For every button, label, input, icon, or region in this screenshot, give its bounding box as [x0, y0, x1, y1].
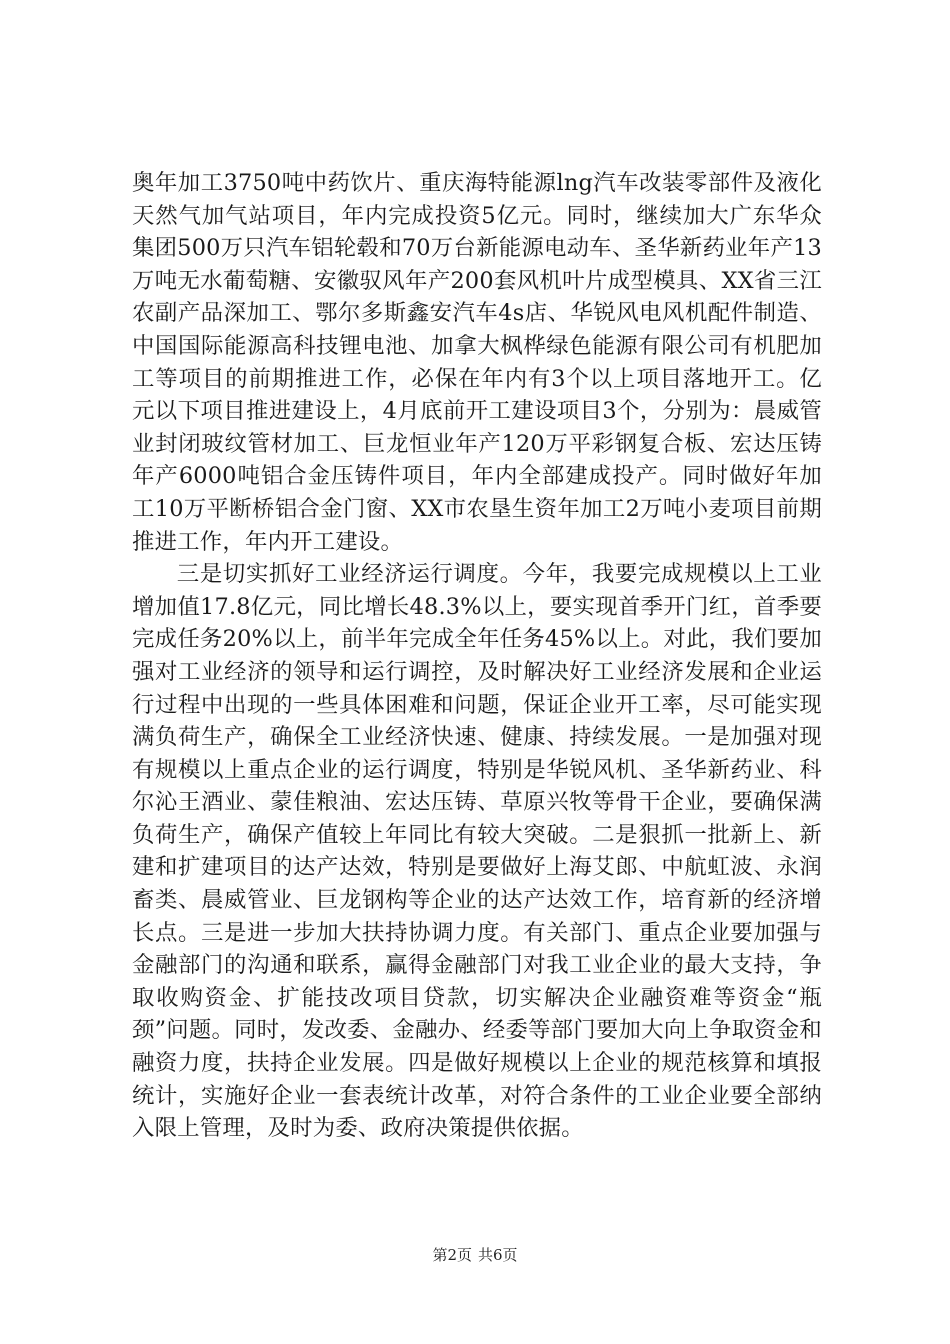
paragraph-industrial-operation: 三是切实抓好工业经济运行调度。今年，我要完成规模以上工业增加值17.8亿元，同比增长48.3%以上，要实现首季开门红，首季要完成任务20%以上，前半年完成全年任务45%以上。对此，我们要加强对工业经济的领导和运行调控，及时解决好工业经济发展和企业运行过程中出现的一些具体困难和问题，保证企业开工率，尽可能实现满负荷生产，确保全工业经济快速、健康、持续发展。一是加强对现有规模以上重点企业的运行调度，特别是华锐风机、圣华新药业、科尔沁王酒业、蒙佳粮油、宏达压铸、草原兴牧等骨干企业，要确保满负荷生产，确保产值较上年同比有较大突破。二是狠抓一批新上、新建和扩建项目的达产达效，特别是要做好上海艾郎、中航虹波、永润畜类、晨威管业、巨龙钢构等企业的达产达效工作，培育新的经济增长点。三是进一步加大扶持协调力度。有关部门、重点企业要加强与金融部门的沟通和联系，赢得金融部门对我工业企业的最大支持，争取收购资金、扩能技改项目贷款，切实解决企业融资难等资金“瓶颈”问题。同时，发改委、金融办、经委等部门要加大向上争取资金和融资力度，扶持企业发展。四是做好规模以上企业的规范核算和填报统计，实施好企业一套表统计改革，对符合条件的工业企业要全部纳入限上管理，及时为委、政府决策提供依据。 [132, 561, 822, 1142]
document-body [132, 167, 822, 1145]
page-total: 共6页 [478, 1246, 518, 1264]
paragraph-continued: 奥年加工3750吨中药饮片、重庆海特能源lng汽车改装零部件及液化天然气加气站项目，年内完成投资5亿元。同时，继续加大广东华众集团500万只汽车铝轮毂和70万台新能源电动车、圣华新药业年产13万吨无水葡萄糖、安徽驭风年产200套风机叶片成型模具、XX省三江农副产品深加工、鄂尔多斯鑫安汽车4s店、华锐风电风机配件制造、中国国际能源高科技锂电池、加拿大枫桦绿色能源有限公司有机肥加工等项目的前期推进工作，必保在年内有3个以上项目落地开工。亿元以下项目推进建设上，4月底前开工建设项目3个，分别为：晨威管业封闭玻纹管材加工、巨龙恒业年产120万平彩钢复合板、宏达压铸年产6000吨铝合金压铸件项目，年内全部建成投产。同时做好年加工10万平断桥铝合金门窗、XX市农垦生资年加工2万吨小麦项目前期推进工作，年内开工建设。 [132, 170, 822, 555]
page-number: 第2页 [432, 1246, 472, 1264]
page-footer [0, 1245, 950, 1265]
